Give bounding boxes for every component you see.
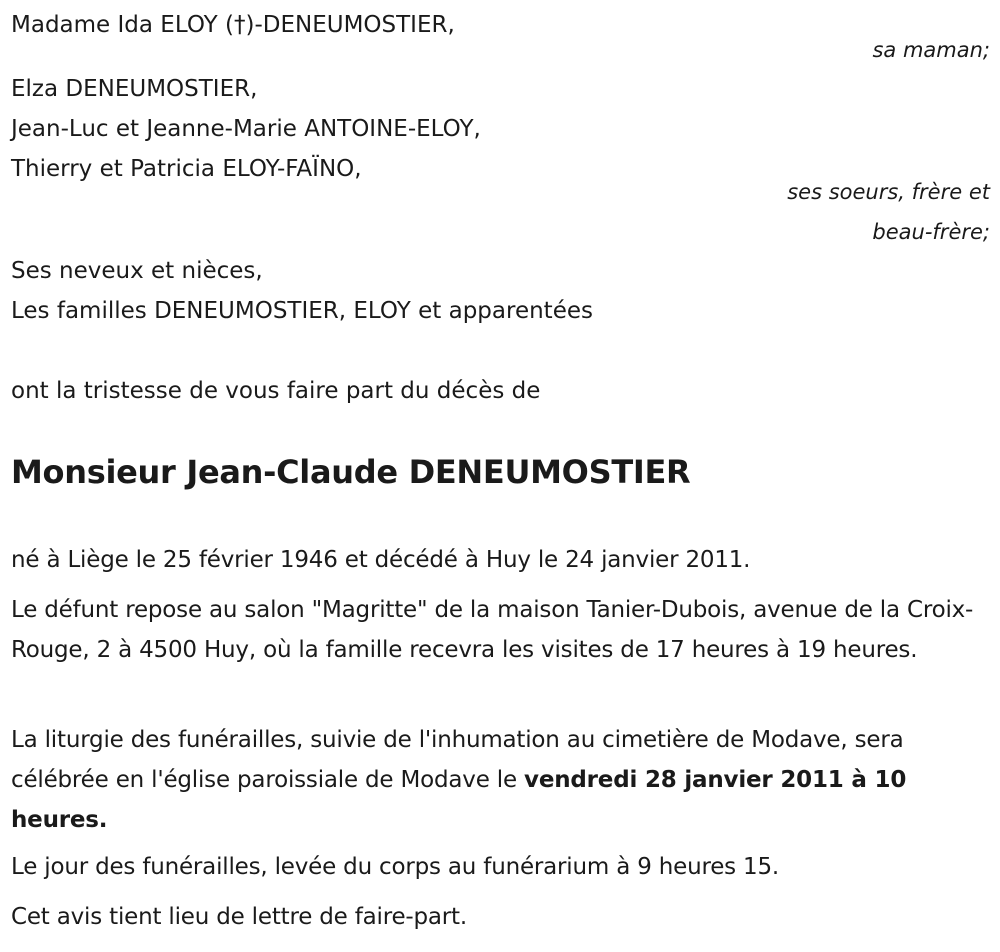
- sibling-line-2: Jean-Luc et Jeanne-Marie ANTOINE-ELOY,: [11, 116, 481, 142]
- liturgy-text: La liturgie des funérailles, suivie de l'inhumation au cimetière de Modave, sera célébrée en l'église paroissiale de Modave le: [11, 727, 904, 793]
- funeral-day-paragraph: Le jour des funérailles, levée du corps au funérarium à 9 heures 15.: [11, 854, 780, 880]
- rest-paragraph: Le défunt repose au salon "Magritte" de la maison Tanier-Dubois, avenue de la Croix-Rouge, 2 à 4500 Huy, où la famille recevra les visites de 17 heures à 19 heures.: [11, 597, 974, 663]
- others-line-1: Ses neveux et nièces,: [11, 258, 263, 284]
- announcement-text: ont la tristesse de vous faire part du décès de: [11, 378, 541, 404]
- sibling-line-3: Thierry et Patricia ELOY-FAÏNO,: [11, 156, 362, 182]
- deceased-name: Monsieur Jean-Claude DENEUMOSTIER: [11, 453, 691, 491]
- sibling-line-1: Elza DENEUMOSTIER,: [11, 76, 258, 102]
- others-line-2: Les familles DENEUMOSTIER, ELOY et apparentées: [11, 298, 593, 324]
- liturgy-date: vendredi 28 janvier 2011 à 10 heures.: [11, 767, 907, 833]
- siblings-role-1: ses soeurs, frère et: [787, 180, 990, 204]
- mother-line: Madame Ida ELOY (†)-DENEUMOSTIER,: [11, 12, 455, 38]
- birth-death-paragraph: né à Liège le 25 février 1946 et décédé à Huy le 24 janvier 2011.: [11, 547, 751, 573]
- notice-paragraph: Cet avis tient lieu de lettre de faire-part.: [11, 904, 467, 930]
- siblings-role-2: beau-frère;: [872, 220, 990, 244]
- mother-role: sa maman;: [872, 38, 990, 62]
- liturgy-paragraph: [11, 720, 996, 840]
